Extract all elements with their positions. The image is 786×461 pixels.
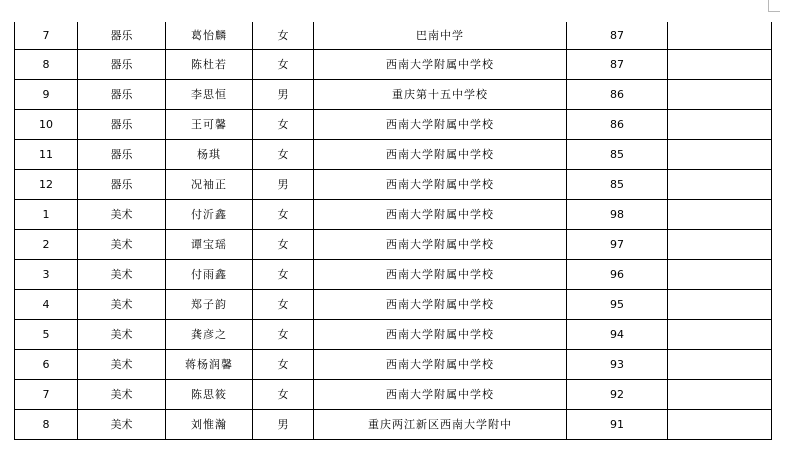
- cell-number: 12: [15, 170, 78, 200]
- cell-school: 西南大学附属中学校: [314, 380, 567, 410]
- table-row: [15, 320, 772, 350]
- cell-category: 美术: [78, 290, 166, 320]
- cell-category: 美术: [78, 320, 166, 350]
- cell-school: 西南大学附属中学校: [314, 350, 567, 380]
- cell-school: 巴南中学: [314, 22, 567, 50]
- cell-name: 陈杜若: [166, 50, 253, 80]
- cell-number: 2: [15, 230, 78, 260]
- cell-remark: [668, 380, 772, 410]
- cell-gender: 女: [253, 320, 314, 350]
- table-row: [15, 50, 772, 80]
- table-row: [15, 350, 772, 380]
- cell-number: 1: [15, 200, 78, 230]
- cell-name: 付沂鑫: [166, 200, 253, 230]
- cell-gender: 男: [253, 410, 314, 440]
- cell-remark: [668, 50, 772, 80]
- table-row: [15, 140, 772, 170]
- cell-remark: [668, 320, 772, 350]
- cell-name: 刘惟瀚: [166, 410, 253, 440]
- cell-score: 97: [567, 230, 668, 260]
- cell-category: 美术: [78, 350, 166, 380]
- table-row: [15, 170, 772, 200]
- cell-school: 西南大学附属中学校: [314, 110, 567, 140]
- cell-score: 87: [567, 50, 668, 80]
- cell-category: 器乐: [78, 80, 166, 110]
- cell-number: 3: [15, 260, 78, 290]
- table-row: [15, 410, 772, 440]
- cell-score: 92: [567, 380, 668, 410]
- cell-remark: [668, 170, 772, 200]
- cell-remark: [668, 110, 772, 140]
- cell-number: 5: [15, 320, 78, 350]
- cell-category: 器乐: [78, 50, 166, 80]
- cell-school: 重庆第十五中学校: [314, 80, 567, 110]
- cell-name: 况袖正: [166, 170, 253, 200]
- cell-category: 美术: [78, 410, 166, 440]
- cell-score: 94: [567, 320, 668, 350]
- cell-number: 7: [15, 380, 78, 410]
- cell-school: 西南大学附属中学校: [314, 260, 567, 290]
- cell-number: 10: [15, 110, 78, 140]
- table-row: [15, 80, 772, 110]
- cell-school: 西南大学附属中学校: [314, 320, 567, 350]
- cell-gender: 女: [253, 230, 314, 260]
- cell-score: 98: [567, 200, 668, 230]
- cell-number: 9: [15, 80, 78, 110]
- cell-gender: 女: [253, 22, 314, 50]
- crop-mark-top-right-h: [768, 11, 780, 12]
- table-row: [15, 200, 772, 230]
- cell-school: 西南大学附属中学校: [314, 140, 567, 170]
- cell-name: 龚彦之: [166, 320, 253, 350]
- cell-gender: 男: [253, 170, 314, 200]
- cell-gender: 女: [253, 200, 314, 230]
- table-row: [15, 260, 772, 290]
- cell-category: 器乐: [78, 110, 166, 140]
- cell-category: 器乐: [78, 140, 166, 170]
- cell-gender: 女: [253, 290, 314, 320]
- cell-gender: 女: [253, 110, 314, 140]
- cell-remark: [668, 350, 772, 380]
- cell-name: 付雨鑫: [166, 260, 253, 290]
- cell-name: 李思恒: [166, 80, 253, 110]
- cell-score: 85: [567, 170, 668, 200]
- cell-gender: 女: [253, 260, 314, 290]
- cell-remark: [668, 260, 772, 290]
- table-row: [15, 110, 772, 140]
- table-row: [15, 22, 772, 50]
- cell-remark: [668, 410, 772, 440]
- cell-score: 95: [567, 290, 668, 320]
- cell-score: 87: [567, 22, 668, 50]
- table-row: [15, 230, 772, 260]
- cell-score: 91: [567, 410, 668, 440]
- results-table-body: [15, 22, 772, 440]
- cell-category: 美术: [78, 200, 166, 230]
- cell-remark: [668, 80, 772, 110]
- cell-school: 西南大学附属中学校: [314, 230, 567, 260]
- cell-number: 6: [15, 350, 78, 380]
- cell-name: 王可馨: [166, 110, 253, 140]
- cell-name: 葛怡麟: [166, 22, 253, 50]
- cell-remark: [668, 140, 772, 170]
- cell-category: 器乐: [78, 22, 166, 50]
- cell-remark: [668, 290, 772, 320]
- cell-gender: 男: [253, 80, 314, 110]
- cell-category: 美术: [78, 260, 166, 290]
- cell-gender: 女: [253, 140, 314, 170]
- cell-number: 4: [15, 290, 78, 320]
- cell-remark: [668, 22, 772, 50]
- cell-gender: 女: [253, 350, 314, 380]
- cell-number: 8: [15, 410, 78, 440]
- cell-score: 96: [567, 260, 668, 290]
- cell-score: 86: [567, 80, 668, 110]
- cell-number: 11: [15, 140, 78, 170]
- cell-score: 85: [567, 140, 668, 170]
- table-row: [15, 380, 772, 410]
- cell-name: 陈思筱: [166, 380, 253, 410]
- results-table: [14, 22, 772, 440]
- cell-school: 重庆两江新区西南大学附中: [314, 410, 567, 440]
- cell-school: 西南大学附属中学校: [314, 170, 567, 200]
- cell-school: 西南大学附属中学校: [314, 290, 567, 320]
- cell-name: 杨琪: [166, 140, 253, 170]
- cell-category: 美术: [78, 230, 166, 260]
- cell-school: 西南大学附属中学校: [314, 50, 567, 80]
- table-row: [15, 290, 772, 320]
- cell-remark: [668, 200, 772, 230]
- cell-gender: 女: [253, 380, 314, 410]
- cell-category: 器乐: [78, 170, 166, 200]
- cell-name: 蒋杨润馨: [166, 350, 253, 380]
- cell-number: 7: [15, 22, 78, 50]
- cell-school: 西南大学附属中学校: [314, 200, 567, 230]
- cell-category: 美术: [78, 380, 166, 410]
- cell-name: 谭宝瑶: [166, 230, 253, 260]
- cell-score: 93: [567, 350, 668, 380]
- cell-remark: [668, 230, 772, 260]
- cell-gender: 女: [253, 50, 314, 80]
- cell-score: 86: [567, 110, 668, 140]
- cell-number: 8: [15, 50, 78, 80]
- cell-name: 郑子韵: [166, 290, 253, 320]
